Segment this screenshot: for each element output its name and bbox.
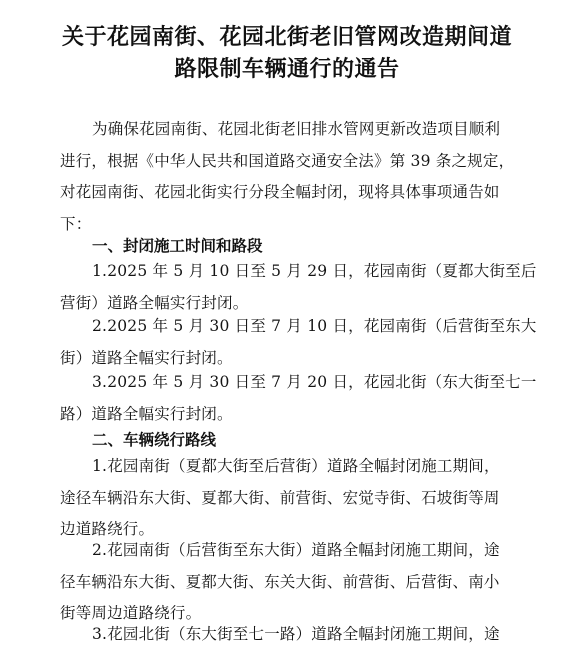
section-2-heading: 二、车辆绕行路线: [92, 431, 217, 449]
document-title-line-1: 关于花园南街、花园北街老旧管网改造期间道: [61, 25, 512, 50]
text-line: 对花园南街、花园北街实行分段全幅封闭，现将具体事项通告如: [60, 183, 500, 201]
text-line: 1.2025 年 5 月 10 日至 5 月 29 日，花园南街（夏都大街至后: [92, 262, 537, 280]
document-title-line-2: 路限制车辆通行的通告: [174, 57, 400, 82]
text-line: 营街）道路全幅实行封闭。: [60, 293, 249, 312]
text-line: 2.2025 年 5 月 30 日至 7 月 10 日，花园南街（后营街至东大: [92, 317, 537, 335]
text-line: 为确保花园南街、花园北街老旧排水管网更新改造项目顺利: [92, 120, 501, 138]
section-1-item-1: [60, 256, 537, 319]
text-line: 1.花园南街（夏都大街至后营街）道路全幅封闭施工期间，: [92, 457, 500, 475]
section-2-item-1: [60, 451, 530, 546]
section-1-heading: 一、封闭施工时间和路段: [92, 237, 263, 255]
text-line: 途径车辆沿东大街、夏都大街、前营街、宏觉寺街、石坡街等周: [60, 488, 500, 507]
text-line: 3.花园北街（东大街至七一路）道路全幅封闭施工期间，途: [92, 625, 500, 643]
text-line: 2.花园南街（后营街至东大街）道路全幅封闭施工期间，途: [92, 541, 500, 559]
section-1-item-3: [60, 367, 537, 430]
text-line: 下：: [60, 214, 92, 233]
text-line: 3.2025 年 5 月 30 日至 7 月 20 日，花园北街（东大街至七一: [92, 373, 537, 391]
section-2-item-3: [60, 619, 530, 651]
intro-paragraph: [60, 114, 530, 240]
text-line: 径车辆沿东大街、夏都大街、东关大街、前营街、后营街、南小: [60, 572, 500, 591]
text-line: 进行，根据《中华人民共和国道路交通安全法》第 39 条之规定，: [60, 151, 515, 170]
section-2-item-2: [60, 535, 530, 630]
text-line: 街）道路全幅实行封闭。: [60, 348, 233, 367]
text-line: 路）道路全幅实行封闭。: [60, 404, 233, 423]
text-line: 边道路绕行。: [60, 520, 155, 538]
text-line: 街等周边道路绕行。: [60, 604, 202, 622]
section-1-item-2: [60, 311, 537, 374]
